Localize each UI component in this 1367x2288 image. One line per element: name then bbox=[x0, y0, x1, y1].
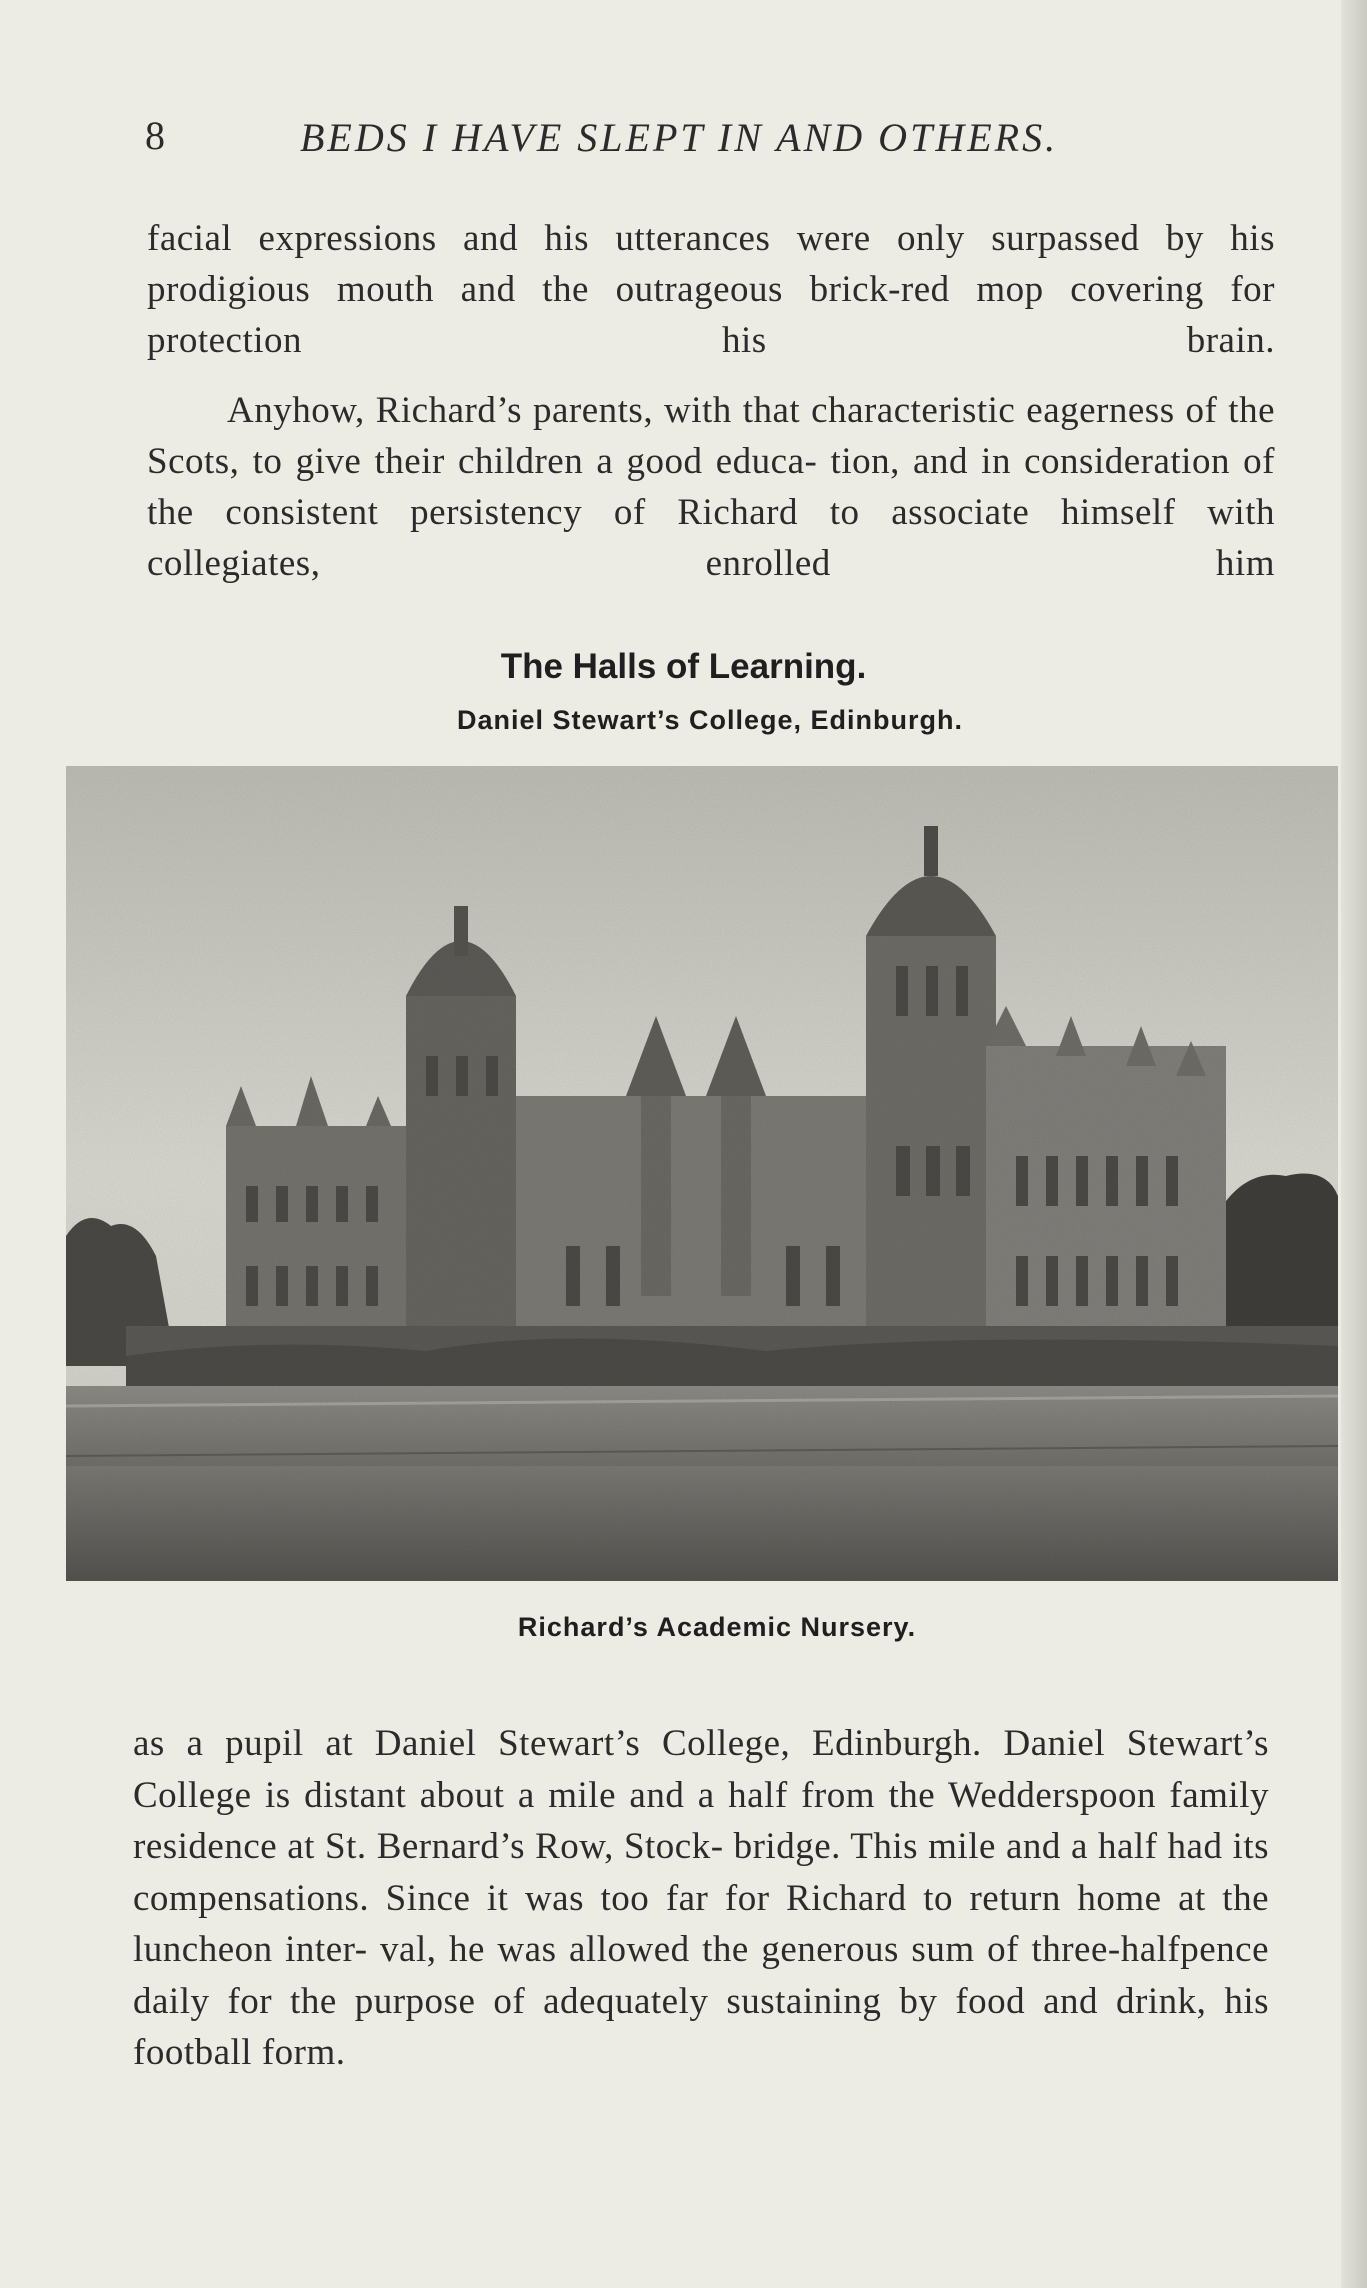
figure-subtitle: Daniel Stewart’s College, Edinburgh. bbox=[456, 705, 964, 735]
paragraph-top-1: facial expressions and his utterances were only surpassed by his prodigious mouth and the outrageous brick-red mop covering for protection his brain. bbox=[147, 218, 1275, 361]
paragraph-bottom: as a pupil at Daniel Stewart’s College, Edinburgh. Daniel Stewart’s College is distant about a mile and a half from the Wedderspoon family residence at St. Bernard’s Row, Stock- bridge. This mile and a half had its compensations. Since it was too far for Richard to return home at the luncheon inter- val, he was allowed the generous sum of three-halfpence daily for the purpose of adequately sustaining by food and drink, his football form. bbox=[133, 1723, 1269, 2073]
page-edge bbox=[1341, 0, 1367, 2288]
college-photograph bbox=[66, 766, 1338, 1581]
figure-title: The Halls of Learning. bbox=[500, 647, 867, 686]
page-number: 8 bbox=[145, 113, 166, 158]
paragraph-top-2: Anyhow, Richard’s parents, with that characteristic eagerness of the Scots, to give their children a good educa- tion, and in consideration of the consistent persistency of Richard to associate himself with collegiates, enrolled him bbox=[147, 390, 1275, 584]
figure-caption: Richard’s Academic Nursery. bbox=[517, 1612, 917, 1642]
running-title: BEDS I HAVE SLEPT IN AND OTHERS. bbox=[300, 115, 1059, 160]
running-head bbox=[145, 112, 1275, 172]
college-photograph-drawing bbox=[66, 766, 1338, 1581]
